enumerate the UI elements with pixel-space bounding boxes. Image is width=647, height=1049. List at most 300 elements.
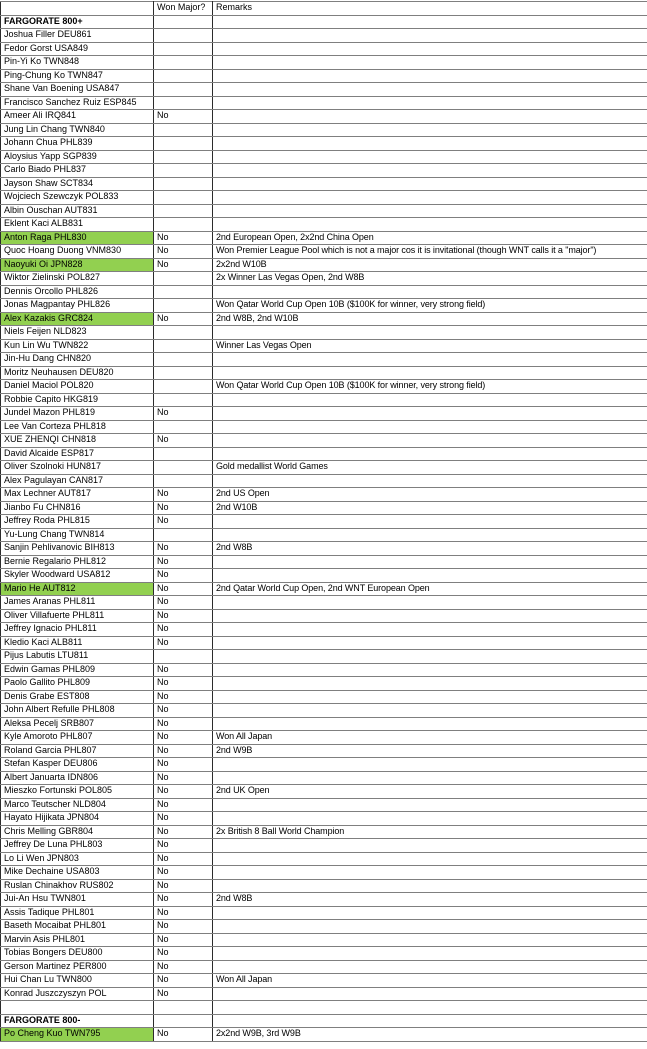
table-row (1, 393, 647, 407)
player-name-cell[interactable]: Lo Li Wen JPN803 (1, 852, 154, 866)
remarks-cell[interactable] (213, 515, 647, 529)
remarks-cell[interactable] (213, 29, 647, 43)
player-name-cell[interactable]: Oliver Szolnoki HUN817 (1, 461, 154, 475)
won-major-cell[interactable]: No (154, 920, 213, 934)
remarks-cell[interactable] (213, 1001, 647, 1015)
remarks-cell[interactable] (213, 798, 647, 812)
player-name-cell[interactable]: Assis Tadique PHL801 (1, 906, 154, 920)
remarks-cell[interactable] (213, 83, 647, 97)
remarks-cell[interactable]: 2nd UK Open (213, 785, 647, 799)
player-name-cell[interactable]: Wiktor Zielinski POL827 (1, 272, 154, 286)
won-major-cell[interactable]: No (154, 893, 213, 907)
won-major-cell[interactable]: No (154, 636, 213, 650)
won-major-cell[interactable]: No (154, 488, 213, 502)
player-name-cell[interactable]: Roland Garcia PHL807 (1, 744, 154, 758)
player-name-cell[interactable]: Marvin Asis PHL801 (1, 933, 154, 947)
table-row (1, 461, 647, 475)
player-name-cell[interactable]: Kyle Amoroto PHL807 (1, 731, 154, 745)
won-major-cell[interactable]: No (154, 569, 213, 583)
player-name-cell[interactable]: Bernie Regalario PHL812 (1, 555, 154, 569)
won-major-cell[interactable] (154, 150, 213, 164)
remarks-cell[interactable] (213, 690, 647, 704)
player-name-cell[interactable]: Jonas Magpantay PHL826 (1, 299, 154, 313)
section-title-cell[interactable]: FARGORATE 800- (1, 1014, 154, 1028)
won-major-cell[interactable] (154, 177, 213, 191)
remarks-cell[interactable] (213, 947, 647, 961)
won-major-cell[interactable] (154, 380, 213, 394)
table-row (1, 555, 647, 569)
remarks-cell[interactable] (213, 717, 647, 731)
remarks-cell[interactable] (213, 285, 647, 299)
remarks-cell[interactable] (213, 758, 647, 772)
table-row (1, 123, 647, 137)
remarks-cell[interactable] (213, 636, 647, 650)
won-major-cell[interactable]: No (154, 947, 213, 961)
table-row (1, 366, 647, 380)
player-name-cell[interactable]: Robbie Capito HKG819 (1, 393, 154, 407)
table-row (1, 947, 647, 961)
player-name-cell-highlighted[interactable]: Po Cheng Kuo TWN795 (1, 1028, 154, 1042)
won-major-cell[interactable]: No (154, 501, 213, 515)
table-row (1, 987, 647, 1001)
won-major-cell[interactable]: No (154, 407, 213, 421)
remarks-cell[interactable] (213, 609, 647, 623)
remarks-cell[interactable] (213, 555, 647, 569)
table-row (1, 285, 647, 299)
won-major-cell[interactable] (154, 339, 213, 353)
player-name-cell-highlighted[interactable]: Alex Kazakis GRC824 (1, 312, 154, 326)
table-row (1, 56, 647, 70)
player-name-cell[interactable]: Marco Teutscher NLD804 (1, 798, 154, 812)
remarks-column-header[interactable]: Remarks (213, 2, 647, 16)
remarks-cell[interactable]: 2x British 8 Ball World Champion (213, 825, 647, 839)
player-name-cell[interactable]: Carlo Biado PHL837 (1, 164, 154, 178)
remarks-cell[interactable] (213, 42, 647, 56)
remarks-cell[interactable] (213, 204, 647, 218)
remarks-cell[interactable]: 2nd W8B (213, 542, 647, 556)
won-major-cell[interactable] (154, 137, 213, 151)
section-title-cell[interactable]: FARGORATE 800+ (1, 15, 154, 29)
remarks-cell[interactable]: 2x2nd W9B, 3rd W9B (213, 1028, 647, 1042)
player-name-cell[interactable]: Daniel Maciol POL820 (1, 380, 154, 394)
remarks-cell[interactable] (213, 623, 647, 637)
section-header-row (1, 15, 647, 29)
remarks-cell[interactable] (213, 528, 647, 542)
won-major-cell[interactable]: No (154, 744, 213, 758)
remarks-cell[interactable] (213, 110, 647, 124)
player-name-cell[interactable]: Hayato Hijikata JPN804 (1, 812, 154, 826)
table-row (1, 474, 647, 488)
remarks-cell[interactable] (213, 407, 647, 421)
won-major-cell[interactable]: No (154, 231, 213, 245)
remarks-cell[interactable]: 2nd W8B, 2nd W10B (213, 312, 647, 326)
won-major-cell[interactable] (154, 299, 213, 313)
table-row (1, 501, 647, 515)
remarks-cell[interactable]: 2x2nd W10B (213, 258, 647, 272)
player-name-cell[interactable]: Jui-An Hsu TWN801 (1, 893, 154, 907)
won-major-cell[interactable] (154, 83, 213, 97)
player-name-cell[interactable]: Mieszko Fortunski POL805 (1, 785, 154, 799)
won-major-cell[interactable] (154, 272, 213, 286)
won-major-cell[interactable]: No (154, 690, 213, 704)
player-name-cell[interactable]: Pijus Labutis LTU811 (1, 650, 154, 664)
player-name-cell[interactable]: Quoc Hoang Duong VNM830 (1, 245, 154, 259)
table-row (1, 96, 647, 110)
remarks-cell[interactable] (213, 96, 647, 110)
player-name-cell[interactable]: Gerson Martinez PER800 (1, 960, 154, 974)
won-major-column-header[interactable]: Won Major? (154, 2, 213, 16)
player-name-cell[interactable]: Kledio Kaci ALB811 (1, 636, 154, 650)
table-row (1, 812, 647, 826)
table-row (1, 83, 647, 97)
remarks-cell[interactable] (213, 366, 647, 380)
remarks-cell[interactable] (213, 866, 647, 880)
player-name-cell[interactable]: Eklent Kaci ALB831 (1, 218, 154, 232)
won-major-cell[interactable] (154, 447, 213, 461)
player-name-cell-highlighted[interactable]: Naoyuki Oi JPN828 (1, 258, 154, 272)
table-row (1, 731, 647, 745)
won-major-cell[interactable]: No (154, 663, 213, 677)
remarks-cell[interactable]: Won All Japan (213, 974, 647, 988)
player-name-cell[interactable] (1, 1001, 154, 1015)
table-row (1, 420, 647, 434)
player-name-cell[interactable]: Chris Melling GBR804 (1, 825, 154, 839)
remarks-cell[interactable] (213, 137, 647, 151)
player-name-cell[interactable]: Albin Ouschan AUT831 (1, 204, 154, 218)
player-name-cell[interactable]: Jeffrey Ignacio PHL811 (1, 623, 154, 637)
won-major-cell[interactable] (154, 42, 213, 56)
player-name-cell[interactable]: Jayson Shaw SCT834 (1, 177, 154, 191)
table-row (1, 137, 647, 151)
table-row (1, 582, 647, 596)
won-major-cell[interactable]: No (154, 839, 213, 853)
table-row (1, 150, 647, 164)
player-name-cell[interactable]: Lee Van Corteza PHL818 (1, 420, 154, 434)
player-name-cell[interactable]: Jianbo Fu CHN816 (1, 501, 154, 515)
remarks-cell[interactable] (213, 1014, 647, 1028)
won-major-cell[interactable]: No (154, 677, 213, 691)
player-name-cell[interactable]: Aloysius Yapp SGP839 (1, 150, 154, 164)
player-name-cell-highlighted[interactable]: Mario He AUT812 (1, 582, 154, 596)
remarks-cell[interactable] (213, 218, 647, 232)
won-major-cell[interactable] (154, 285, 213, 299)
table-row (1, 906, 647, 920)
player-name-cell-highlighted[interactable]: Anton Raga PHL830 (1, 231, 154, 245)
won-major-cell[interactable] (154, 353, 213, 367)
table-row (1, 218, 647, 232)
player-name-cell[interactable]: Ping-Chung Ko TWN847 (1, 69, 154, 83)
table-row (1, 839, 647, 853)
remarks-cell[interactable] (213, 150, 647, 164)
remarks-cell[interactable] (213, 569, 647, 583)
won-major-cell[interactable]: No (154, 245, 213, 259)
player-name-cell[interactable]: Niels Feijen NLD823 (1, 326, 154, 340)
table-row (1, 744, 647, 758)
section-header-row (1, 1014, 647, 1028)
player-name-cell[interactable]: Stefan Kasper DEU806 (1, 758, 154, 772)
remarks-cell[interactable] (213, 191, 647, 205)
won-major-cell[interactable]: No (154, 704, 213, 718)
remarks-cell[interactable]: 2nd W10B (213, 501, 647, 515)
won-major-cell[interactable]: No (154, 258, 213, 272)
player-name-cell[interactable]: Oliver Villafuerte PHL811 (1, 609, 154, 623)
player-name-cell[interactable]: Jin-Hu Dang CHN820 (1, 353, 154, 367)
player-name-cell[interactable]: Ruslan Chinakhov RUS802 (1, 879, 154, 893)
table-row (1, 933, 647, 947)
remarks-cell[interactable] (213, 650, 647, 664)
won-major-cell[interactable]: No (154, 758, 213, 772)
won-major-cell[interactable]: No (154, 866, 213, 880)
won-major-cell[interactable] (154, 366, 213, 380)
table-row (1, 231, 647, 245)
player-name-cell[interactable]: Baseth Mocaibat PHL801 (1, 920, 154, 934)
player-name-cell[interactable]: Aleksa Pecelj SRB807 (1, 717, 154, 731)
table-row (1, 380, 647, 394)
player-name-cell[interactable]: Edwin Gamas PHL809 (1, 663, 154, 677)
remarks-cell[interactable]: 2nd European Open, 2x2nd China Open (213, 231, 647, 245)
remarks-cell[interactable]: Won Qatar World Cup Open 10B ($100K for winner, very strong field) (213, 299, 647, 313)
player-name-cell[interactable]: Kun Lin Wu TWN822 (1, 339, 154, 353)
remarks-cell[interactable] (213, 353, 647, 367)
won-major-cell[interactable]: No (154, 609, 213, 623)
remarks-cell[interactable] (213, 663, 647, 677)
table-row (1, 825, 647, 839)
table-row (1, 434, 647, 448)
table-row (1, 29, 647, 43)
won-major-cell[interactable]: No (154, 110, 213, 124)
remarks-cell[interactable]: Won All Japan (213, 731, 647, 745)
table-row (1, 191, 647, 205)
table-row (1, 663, 647, 677)
player-name-cell[interactable]: Paolo Gallito PHL809 (1, 677, 154, 691)
table-row (1, 893, 647, 907)
remarks-cell[interactable]: 2x Winner Las Vegas Open, 2nd W8B (213, 272, 647, 286)
won-major-cell[interactable] (154, 164, 213, 178)
table-body (1, 15, 647, 1041)
table-row (1, 272, 647, 286)
won-major-cell[interactable] (154, 650, 213, 664)
table-row (1, 69, 647, 83)
remarks-cell[interactable] (213, 987, 647, 1001)
table-row (1, 1028, 647, 1042)
table-row (1, 623, 647, 637)
player-name-cell[interactable]: Pin-Yi Ko TWN848 (1, 56, 154, 70)
won-major-cell[interactable]: No (154, 825, 213, 839)
table-row (1, 488, 647, 502)
table-row (1, 164, 647, 178)
remarks-cell[interactable] (213, 852, 647, 866)
player-name-cell[interactable]: James Aranas PHL811 (1, 596, 154, 610)
won-major-cell[interactable]: No (154, 542, 213, 556)
player-name-cell[interactable]: Jeffrey Roda PHL815 (1, 515, 154, 529)
won-major-cell[interactable]: No (154, 434, 213, 448)
player-name-cell[interactable]: Skyler Woodward USA812 (1, 569, 154, 583)
table-row (1, 690, 647, 704)
won-major-cell[interactable]: No (154, 852, 213, 866)
won-major-cell[interactable]: No (154, 960, 213, 974)
player-name-cell[interactable]: Moritz Neuhausen DEU820 (1, 366, 154, 380)
won-major-cell[interactable]: No (154, 312, 213, 326)
player-name-cell[interactable]: Jung Lin Chang TWN840 (1, 123, 154, 137)
table-row (1, 299, 647, 313)
player-name-cell[interactable]: Dennis Orcollo PHL826 (1, 285, 154, 299)
remarks-cell[interactable] (213, 906, 647, 920)
empty-row (1, 1001, 647, 1015)
player-name-cell[interactable]: Jeffrey De Luna PHL803 (1, 839, 154, 853)
won-major-cell[interactable] (154, 123, 213, 137)
remarks-cell[interactable] (213, 812, 647, 826)
player-name-cell[interactable]: Wojciech Szewczyk POL833 (1, 191, 154, 205)
won-major-cell[interactable]: No (154, 933, 213, 947)
table-row (1, 974, 647, 988)
remarks-cell[interactable] (213, 677, 647, 691)
won-major-cell[interactable] (154, 1001, 213, 1015)
table-row (1, 110, 647, 124)
player-name-cell[interactable]: Jundel Mazon PHL819 (1, 407, 154, 421)
won-major-cell[interactable]: No (154, 717, 213, 731)
player-name-cell[interactable]: Yu-Lung Chang TWN814 (1, 528, 154, 542)
remarks-cell[interactable] (213, 326, 647, 340)
won-major-cell[interactable] (154, 218, 213, 232)
remarks-cell[interactable] (213, 69, 647, 83)
remarks-cell[interactable] (213, 960, 647, 974)
table-row (1, 353, 647, 367)
won-major-cell[interactable] (154, 191, 213, 205)
player-name-cell[interactable]: Konrad Juszczyszyn POL (1, 987, 154, 1001)
won-major-cell[interactable]: No (154, 812, 213, 826)
remarks-cell[interactable] (213, 933, 647, 947)
player-name-cell[interactable]: John Albert Refulle PHL808 (1, 704, 154, 718)
won-major-cell[interactable]: No (154, 771, 213, 785)
remarks-cell[interactable] (213, 474, 647, 488)
remarks-cell[interactable]: Winner Las Vegas Open (213, 339, 647, 353)
table-row (1, 704, 647, 718)
table-row (1, 866, 647, 880)
remarks-cell[interactable]: Gold medallist World Games (213, 461, 647, 475)
table-row (1, 42, 647, 56)
player-name-cell[interactable]: XUE ZHENQI CHN818 (1, 434, 154, 448)
won-major-cell[interactable]: No (154, 515, 213, 529)
remarks-cell[interactable] (213, 56, 647, 70)
table-row (1, 204, 647, 218)
won-major-cell[interactable]: No (154, 582, 213, 596)
table-row (1, 596, 647, 610)
player-name-cell[interactable]: Albert Januarta IDN806 (1, 771, 154, 785)
won-major-cell[interactable]: No (154, 974, 213, 988)
table-row (1, 960, 647, 974)
player-name-cell[interactable]: Fedor Gorst USA849 (1, 42, 154, 56)
table-row (1, 515, 647, 529)
won-major-cell[interactable] (154, 393, 213, 407)
won-major-cell[interactable] (154, 69, 213, 83)
player-name-cell[interactable]: Hui Chan Lu TWN800 (1, 974, 154, 988)
won-major-cell[interactable] (154, 420, 213, 434)
table-row (1, 758, 647, 772)
table-row (1, 785, 647, 799)
won-major-cell[interactable] (154, 326, 213, 340)
won-major-cell[interactable]: No (154, 906, 213, 920)
player-name-cell[interactable]: Joshua Filler DEU861 (1, 29, 154, 43)
won-major-cell[interactable]: No (154, 1028, 213, 1042)
remarks-cell[interactable]: 2nd Qatar World Cup Open, 2nd WNT European Open (213, 582, 647, 596)
won-major-cell[interactable] (154, 15, 213, 29)
player-name-cell[interactable]: Sanjin Pehlivanovic BIH813 (1, 542, 154, 556)
remarks-cell[interactable] (213, 164, 647, 178)
remarks-cell[interactable] (213, 420, 647, 434)
remarks-cell[interactable] (213, 177, 647, 191)
header-row (1, 2, 647, 16)
table-row (1, 717, 647, 731)
player-name-cell[interactable]: Denis Grabe EST808 (1, 690, 154, 704)
remarks-cell[interactable] (213, 771, 647, 785)
won-major-cell[interactable]: No (154, 798, 213, 812)
remarks-cell[interactable] (213, 704, 647, 718)
table-row (1, 542, 647, 556)
player-name-cell[interactable]: Mike Dechaine USA803 (1, 866, 154, 880)
table-row (1, 879, 647, 893)
remarks-cell[interactable]: Won Premier League Pool which is not a major cos it is invitational (though WNT calls it a "major") (213, 245, 647, 259)
remarks-cell[interactable]: 2nd W9B (213, 744, 647, 758)
table-row (1, 177, 647, 191)
remarks-cell[interactable] (213, 434, 647, 448)
remarks-cell[interactable]: Won Qatar World Cup Open 10B ($100K for winner, very strong field) (213, 380, 647, 394)
table-row (1, 677, 647, 691)
remarks-cell[interactable] (213, 123, 647, 137)
won-major-cell[interactable] (154, 29, 213, 43)
won-major-cell[interactable] (154, 56, 213, 70)
remarks-cell[interactable] (213, 839, 647, 853)
won-major-cell[interactable] (154, 461, 213, 475)
won-major-cell[interactable] (154, 204, 213, 218)
remarks-cell[interactable]: 2nd W8B (213, 893, 647, 907)
won-major-cell[interactable]: No (154, 879, 213, 893)
table-row (1, 609, 647, 623)
won-major-cell[interactable] (154, 474, 213, 488)
won-major-cell[interactable]: No (154, 987, 213, 1001)
player-name-cell[interactable]: Tobias Bongers DEU800 (1, 947, 154, 961)
table-row (1, 258, 647, 272)
won-major-cell[interactable] (154, 1014, 213, 1028)
table-row (1, 771, 647, 785)
table-row (1, 920, 647, 934)
remarks-cell[interactable] (213, 447, 647, 461)
player-name-cell[interactable]: Francisco Sanchez Ruiz ESP845 (1, 96, 154, 110)
player-name-cell[interactable]: Max Lechner AUT817 (1, 488, 154, 502)
won-major-cell[interactable]: No (154, 596, 213, 610)
remarks-cell[interactable] (213, 879, 647, 893)
remarks-cell[interactable]: 2nd US Open (213, 488, 647, 502)
player-name-cell[interactable]: Ameer Ali IRQ841 (1, 110, 154, 124)
player-name-cell[interactable]: Shane Van Boening USA847 (1, 83, 154, 97)
player-name-cell[interactable]: Johann Chua PHL839 (1, 137, 154, 151)
won-major-cell[interactable]: No (154, 623, 213, 637)
table-row (1, 528, 647, 542)
won-major-cell[interactable] (154, 528, 213, 542)
player-name-cell[interactable]: David Alcaide ESP817 (1, 447, 154, 461)
remarks-cell[interactable] (213, 393, 647, 407)
remarks-cell[interactable] (213, 920, 647, 934)
remarks-cell[interactable] (213, 596, 647, 610)
won-major-cell[interactable]: No (154, 785, 213, 799)
won-major-cell[interactable] (154, 96, 213, 110)
name-column-header[interactable] (1, 2, 154, 16)
table-row (1, 312, 647, 326)
remarks-cell[interactable] (213, 15, 647, 29)
won-major-cell[interactable]: No (154, 731, 213, 745)
player-name-cell[interactable]: Alex Pagulayan CAN817 (1, 474, 154, 488)
won-major-cell[interactable]: No (154, 555, 213, 569)
table-row (1, 798, 647, 812)
